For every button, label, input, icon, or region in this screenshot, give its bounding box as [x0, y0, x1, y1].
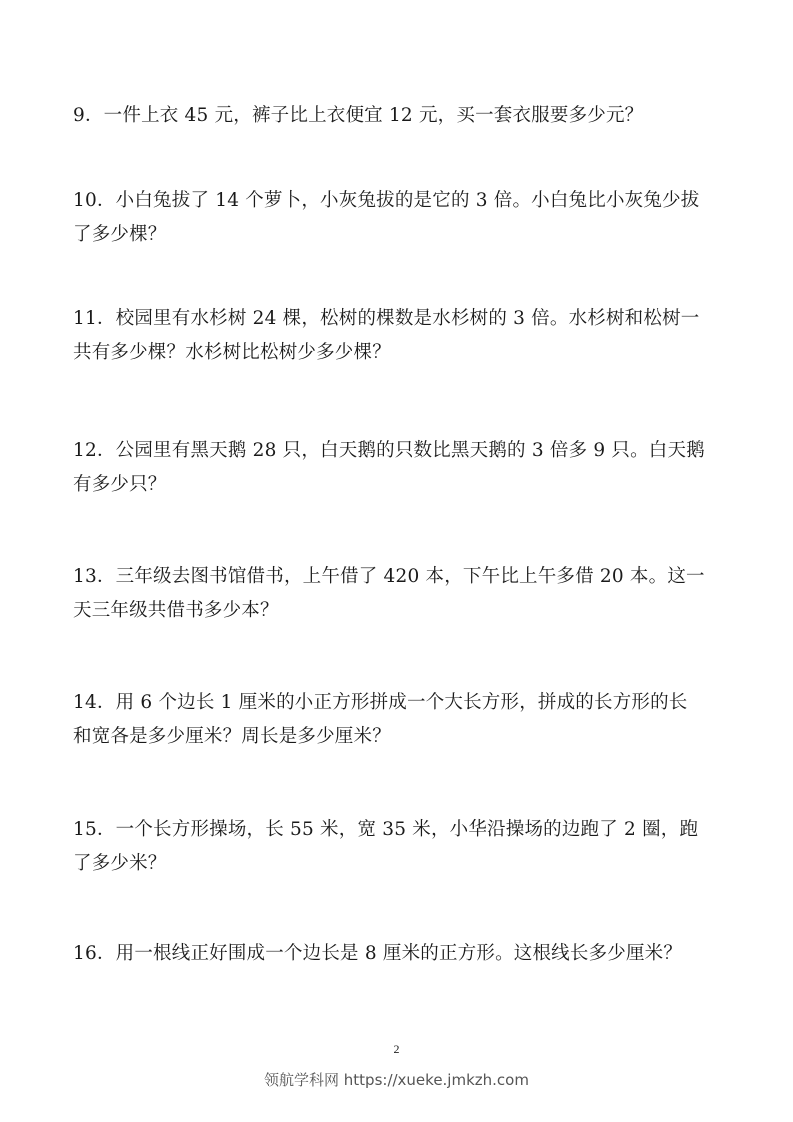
problem-14 [73, 686, 733, 754]
problem-line: 了多少棵？ [73, 224, 167, 245]
problem-11 [73, 302, 733, 370]
problem-15 [73, 813, 733, 881]
problem-line: 13．三年级去图书馆借书，上午借了 420 本，下午比上午多借 20 本。这一 [73, 566, 705, 587]
problem-12 [73, 434, 733, 502]
problem-9 [73, 99, 733, 133]
problem-13 [73, 560, 733, 628]
problem-line: 15．一个长方形操场，长 55 米，宽 35 米，小华沿操场的边跑了 2 圈，跑 [73, 819, 699, 840]
problem-line: 了多少米？ [73, 853, 167, 874]
footer-watermark: 领航学科网 https://xueke.jmkzh.com [264, 1071, 529, 1089]
problem-line: 天三年级共借书多少本？ [73, 600, 279, 621]
problem-line: 14．用 6 个边长 1 厘米的小正方形拼成一个大长方形，拼成的长方形的长 [73, 692, 688, 713]
problem-10 [73, 184, 733, 252]
problem-line: 共有多少棵？水杉树比松树少多少棵？ [73, 342, 391, 363]
problem-line: 10．小白兔拔了 14 个萝卜，小灰兔拔的是它的 3 倍。小白兔比小灰兔少拔 [73, 190, 700, 211]
page-number: 2 [393, 1042, 400, 1056]
problem-line: 有多少只？ [73, 474, 167, 495]
problem-line: 和宽各是多少厘米？周长是多少厘米？ [73, 726, 391, 747]
problem-16 [73, 937, 733, 971]
problem-line: 9．一件上衣 45 元，裤子比上衣便宜 12 元，买一套衣服要多少元？ [73, 105, 644, 126]
problem-line: 12．公园里有黑天鹅 28 只，白天鹅的只数比黑天鹅的 3 倍多 9 只。白天鹅 [73, 440, 705, 461]
problem-line: 16．用一根线正好围成一个边长是 8 厘米的正方形。这根线长多少厘米？ [73, 943, 683, 964]
problem-line: 11．校园里有水杉树 24 棵，松树的棵数是水杉树的 3 倍。水杉树和松树一 [73, 308, 700, 329]
